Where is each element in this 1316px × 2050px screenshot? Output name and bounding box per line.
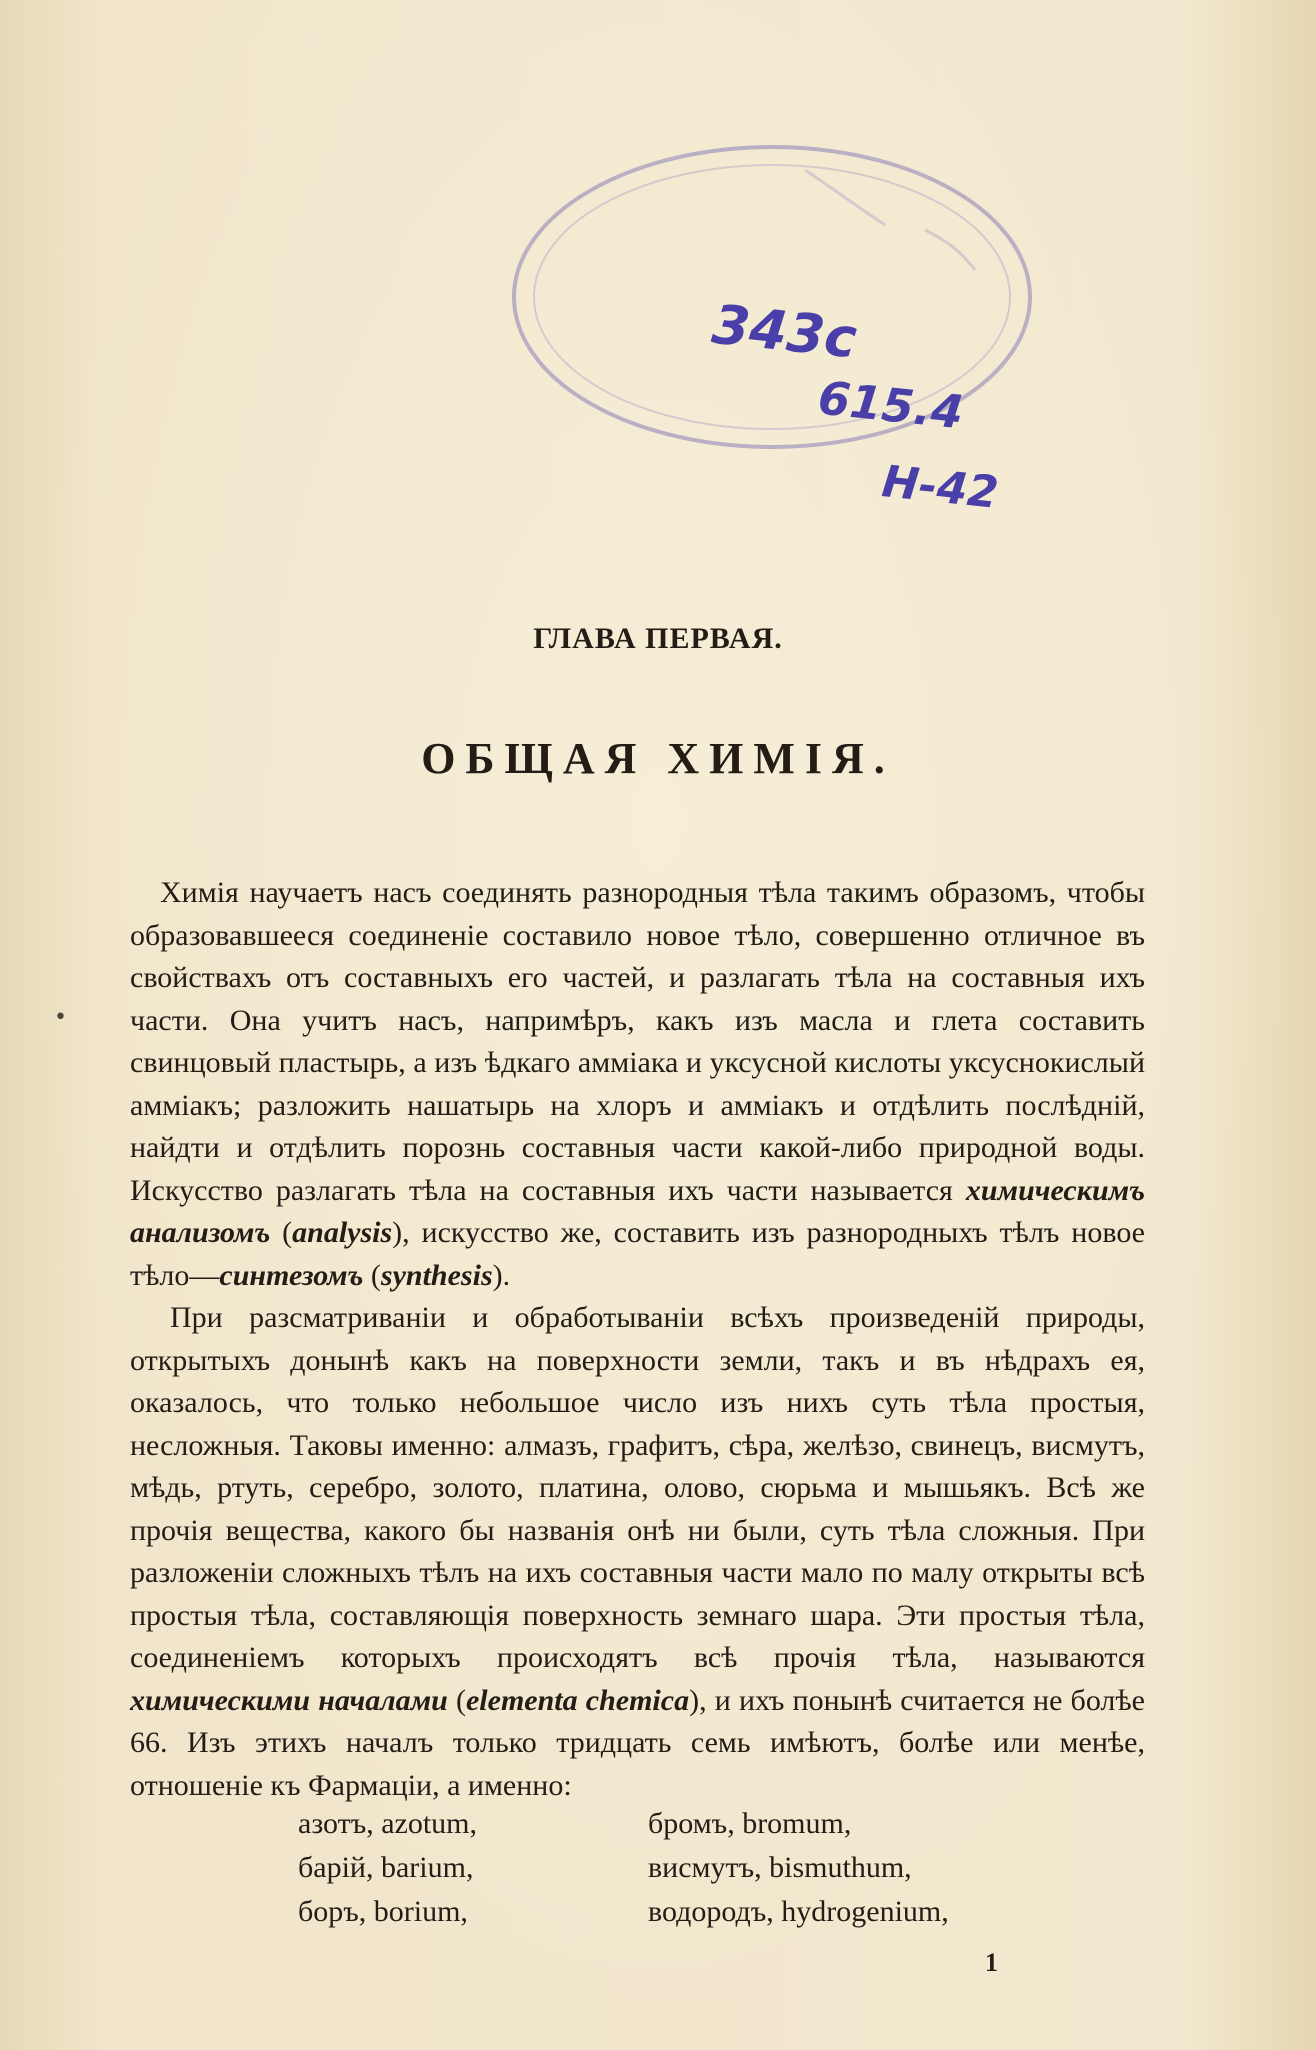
- margin-mark: •: [54, 1005, 67, 1030]
- handwritten-shelfmark-3: Н-42: [879, 456, 1001, 519]
- list-item: барій, barium, висмутъ, bismuthum,: [298, 1851, 912, 1884]
- handwritten-shelfmark-1: 343с: [709, 292, 860, 371]
- term-analysis-latin: analysis: [292, 1216, 393, 1249]
- handwritten-shelfmark-2: 615.4: [815, 370, 966, 440]
- chapter-heading: ГЛАВА ПЕРВАЯ.: [533, 622, 783, 655]
- term-chemical-elements: химическими началами: [130, 1683, 448, 1717]
- paragraph-2: При разсматриваніи и обработываніи всѣхъ произведеній природы, открытыхъ донынѣ какъ на поверхности земли, такъ и въ нѣдрахъ ея, оказалось, что только небольшое число изъ нихъ суть тѣла простыя, несложныя. Таковы именно: алмазъ, графитъ, сѣра, желѣзо, свинецъ, висмутъ, мѣдь, ртуть, серебро, золото, платина, олово, сюрьма и мышьякъ. Всѣ же прочія вещества, какого бы названія онѣ ни были, суть тѣла сложныя. При разложеніи сложныхъ тѣлъ на ихъ составныя части мало по малу открыты всѣ простыя тѣла, составляющія поверхность земнаго шара. Эти простыя тѣла, соединеніемъ которыхъ происходятъ всѣ прочія тѣла, называются химическими началами (elementa chemica), и ихъ понынѣ считается не болѣе 66. Изъ этихъ началъ только тридцать семь имѣютъ, болѣе или менѣе, отношеніе къ Фармаціи, а именно:: [130, 1301, 1146, 1802]
- term-synthesis-latin: synthesis: [380, 1258, 493, 1292]
- paragraph-1: Химія научаетъ насъ соединять разнородныя тѣла такимъ образомъ, чтобы образовавшееся соединеніе составило новое тѣло, совершенно отличное въ свойствахъ отъ составныхъ его частей, и разлагать тѣла на составныя ихъ части. Она учитъ насъ, напримѣръ, какъ изъ масла и глета составить свинцовый пластырь, а изъ ѣдкаго амміака и уксусной кислоты уксуснокислый амміакъ; разложить нашатырь на хлоръ и амміакъ и отдѣлить послѣдній, найдти и отдѣлить порознь составныя части какой-либо природной воды. Искусство разлагать тѣла на составныя ихъ части называется химическимъ анализомъ (analysis), искусство же, составить изъ разнородныхъ тѣлъ новое тѣло—синтезомъ (synthesis).: [130, 876, 1145, 1292]
- list-item: азотъ, azotum, бромъ, bromum,: [298, 1807, 852, 1840]
- body-text: [130, 872, 1145, 1807]
- elements-list: [298, 1802, 1058, 1934]
- term-synthesis: синтезомъ: [219, 1258, 364, 1292]
- page-number: 1: [985, 1948, 998, 1977]
- chapter-title: ОБЩАЯ ХИМІЯ.: [421, 734, 895, 783]
- term-elements-latin: elementa chemica: [465, 1683, 690, 1717]
- list-item: боръ, borium, водородъ, hydrogenium,: [298, 1895, 949, 1928]
- term-chemical-analysis: химическимъ анализомъ: [130, 1173, 1145, 1249]
